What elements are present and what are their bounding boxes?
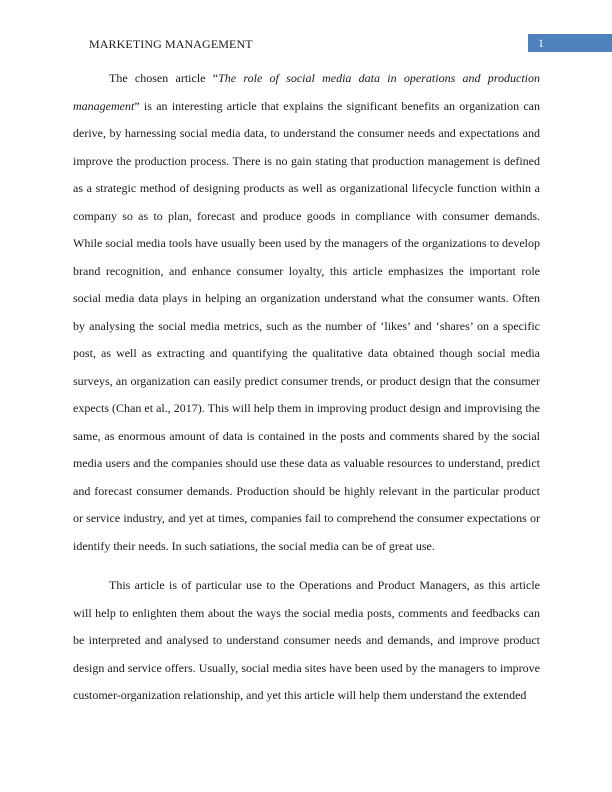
running-head: MARKETING MANAGEMENT [89, 37, 253, 51]
paragraph-2-body: This article is of particular use to the Operations and Product Managers, as this article will help to enlighten them about the ways the social media posts, comments and feedbacks can be interpreted and analysed to understand consumer needs and demands, and improve product design and service offers. Usually, social media sites have been used by the managers to improve customer-organization relationship, and yet this article will help them understand the extended [73, 578, 540, 702]
page-number-badge [528, 34, 612, 52]
page-number: 1 [538, 36, 544, 50]
page-header [0, 34, 612, 54]
paragraph-2 [73, 572, 540, 710]
paragraph-1-lead: The chosen article “ [109, 71, 219, 85]
paragraph-1-body: ” is an interesting article that explains the significant benefits an organization can derive, by harnessing social media data, to understand the consumer needs and expectations and improve the production process. There is no gain stating that production management is defined as a strategic method of designing products as well as organizational lifecycle function within a company so as to plan, forecast and produce goods in compliance with consumer demands. While social media tools have usually been used by the managers of the organizations to develop brand recognition, and enhance consumer loyalty, this article emphasizes the important role social media data plays in helping an organization understand what the consumer wants. Often by analysing the social media metrics, such as the number of ‘likes’ and ‘shares’ on a specific post, as well as extracting and quantifying the qualitative data obtained though social media surveys, an organization can easily predict consumer trends, or product design that the consumer expects (Chan et al., 2017). This will help them in improving product design and improvising the same, as enormous amount of data is contained in the posts and comments shared by the social media users and the companies should use these data as valuable resources to understand, predict and forecast consumer demands. Production should be highly relevant in the particular product or service industry, and yet at times, companies fail to comprehend the consumer expectations or identify their needs. In such satiations, the social media can be of great use. [73, 98, 540, 553]
article-title: The role of social media data in operations and production management [73, 71, 540, 113]
paragraph-1 [73, 65, 540, 560]
